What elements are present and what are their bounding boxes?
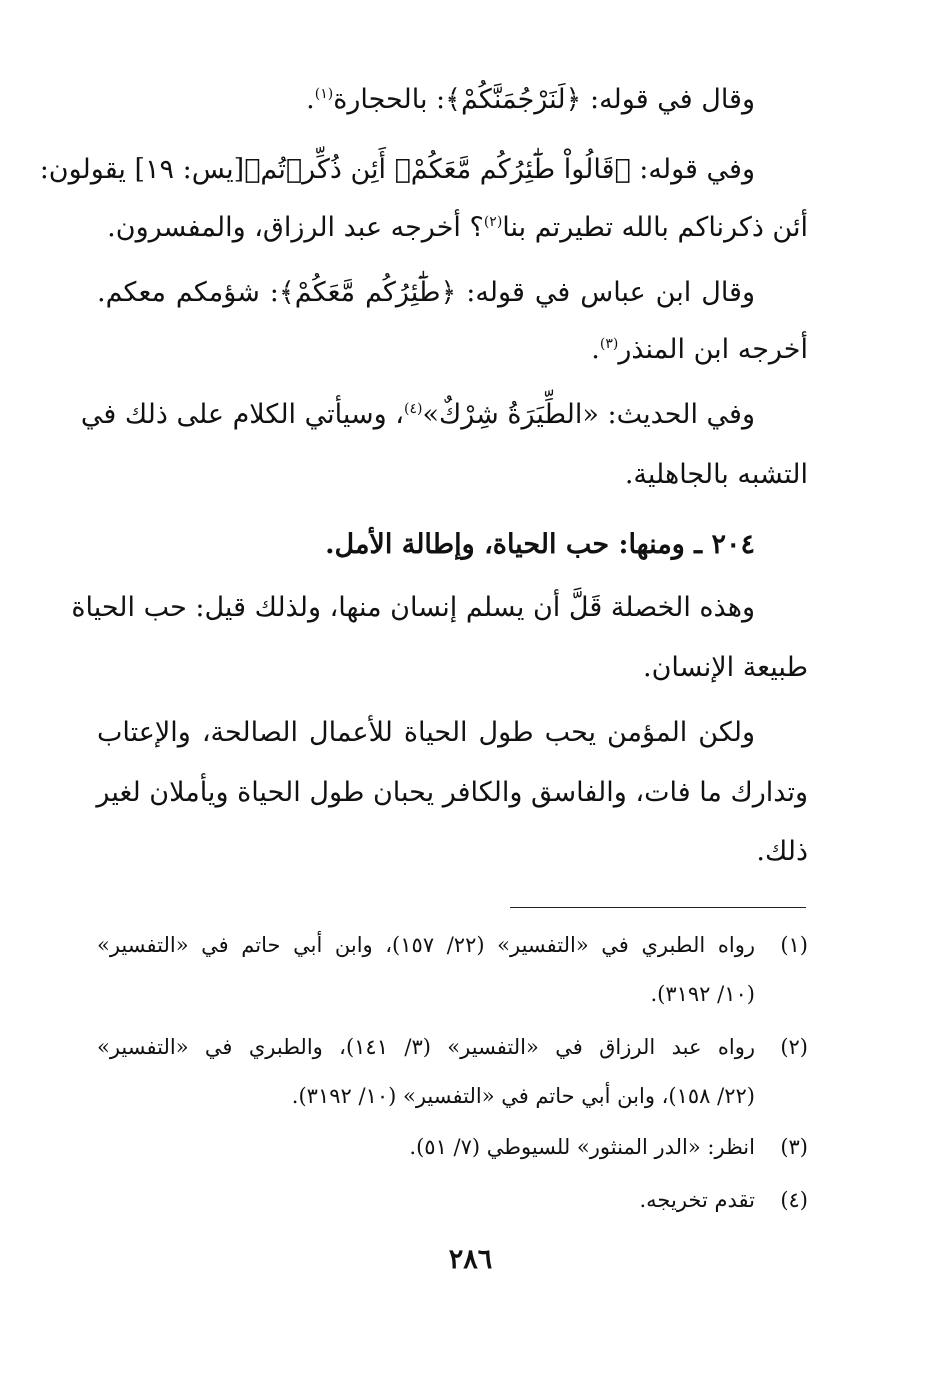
body-line: وفي قوله: ﴿قَالُواْ طَٰٓئِرُكُم مَّعَكُمْۚ أَئِن ذُكِّرۡتُم﴾[يس: ١٩] يقولون: — [39, 154, 755, 185]
quran-verse: ﴿طَٰٓئِرُكُم مَّعَكُمْ﴾ — [278, 277, 457, 308]
footnote-continuation — [0, 977, 941, 1011]
body-line: وهذه الخصلة قَلَّ أن يسلم إنسان منها، ولذلك قيل: حب الحياة — [71, 592, 755, 623]
body-line: وتدارك ما فات، والفاسق والكافر يحبان طول الحياة ويأملان لغير — [96, 777, 808, 808]
body-line: التشبه بالجاهلية. — [624, 459, 808, 490]
section-heading: ٢٠٤ ـ ومنها: حب الحياة، وإطالة الأمل. — [325, 529, 755, 560]
footnote-text: تقدم تخريجه. — [639, 1188, 755, 1212]
footnote-number: (٤) — [780, 1188, 808, 1212]
body-line: وقال في قوله: ﴿لَنَرْجُمَنَّكُمْ﴾: بالحجارة$^{(١)}$. — [306, 84, 755, 115]
quran-verse: ﴿لَنَرْجُمَنَّكُمْ﴾ — [445, 84, 582, 115]
body-line: طبيعة الإنسان. — [642, 652, 808, 683]
quran-verse: ﴿قَالُواْ طَٰٓئِرُكُم مَّعَكُمْۚ أَئِن ذُكِّرۡتُم﴾ — [244, 154, 631, 185]
footnote-text: رواه عبد الرزاق في «التفسير» (٣/ ١٤١)، والطبري في «التفسير» — [97, 1035, 755, 1059]
body-line: ذلك. — [756, 836, 808, 867]
footnote-number: (٣) — [780, 1135, 808, 1159]
footnote-text: (٢٢/ ١٥٨)، وابن أبي حاتم في «التفسير» (١٠/ ٣١٩٢). — [291, 1084, 755, 1108]
footnote-continuation — [0, 1079, 941, 1113]
footnote — [0, 1130, 941, 1164]
footnote-text: (١٠/ ٣١٩٢). — [650, 982, 755, 1006]
footnote — [0, 928, 941, 962]
footnote-separator — [510, 907, 806, 908]
footnote-ref: (٤) — [404, 401, 423, 417]
footnote-number: (١) — [780, 933, 808, 957]
footnote-ref: (٢) — [483, 214, 503, 230]
body-line: وفي الحديث: «الطِّيَرَةُ شِرْكٌ»$^{(٤)}$، وسيأتي الكلام على ذلك في — [80, 399, 755, 430]
footnote-text: رواه الطبري في «التفسير» (٢٢/ ١٥٧)، وابن أبي حاتم في «التفسير» — [97, 933, 755, 957]
footnote-text: انظر: «الدر المنثور» للسيوطي (٧/ ٥١). — [409, 1135, 755, 1159]
footnote-ref: (٣) — [599, 336, 619, 352]
footnote — [0, 1030, 941, 1064]
footnote-number: (٢) — [780, 1035, 808, 1059]
footnote-ref: (١) — [314, 86, 334, 102]
body-line: ولكن المؤمن يحب طول الحياة للأعمال الصالحة، والإعتاب — [97, 717, 755, 748]
footnote — [0, 1183, 941, 1217]
body-line: أئن ذكرناكم بالله تطيرتم بنا$^{(٢)}$؟ أخرجه عبد الرزاق، والمفسرون. — [107, 212, 808, 243]
body-line: أخرجه ابن المنذر$^{(٣)}$. — [591, 334, 808, 365]
body-line: وقال ابن عباس في قوله: ﴿طَٰٓئِرُكُم مَّعَكُمْ﴾: شؤمكم معكم. — [97, 277, 755, 308]
page-number: ٢٨٦ — [448, 1244, 493, 1275]
